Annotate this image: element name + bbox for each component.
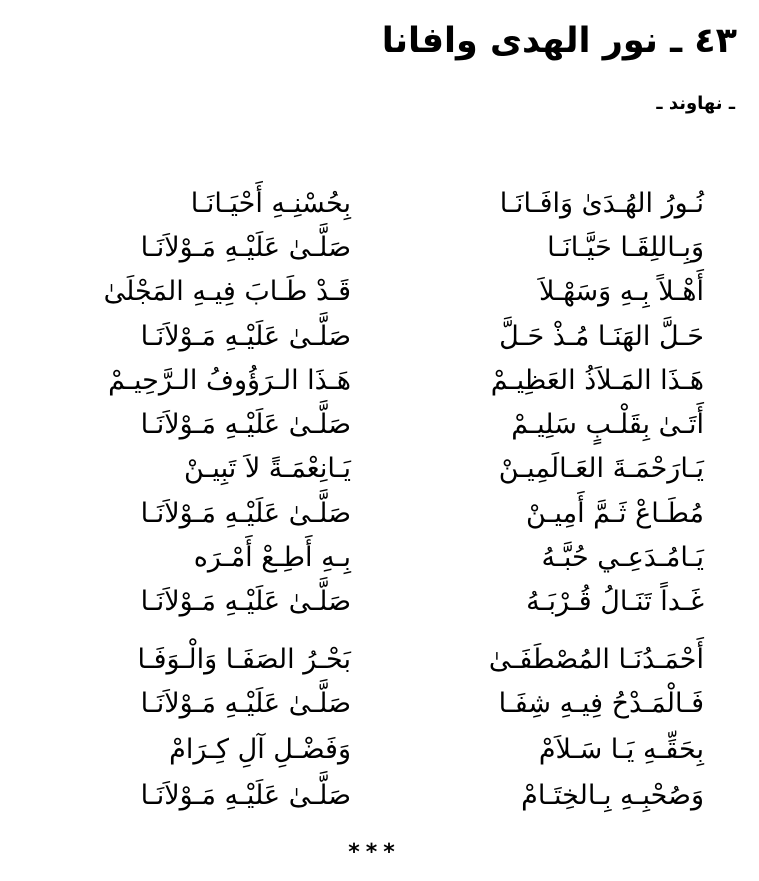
verse-second-hemistich: صَلَّـىٰ عَلَيْـهِ مَـوْلاَنَـا	[140, 586, 351, 617]
verse-line	[0, 536, 759, 580]
verse-line	[0, 315, 759, 359]
verse-first-hemistich: أَهْـلاً بِـهِ وَسَهْـلاَ	[539, 276, 704, 307]
verse-first-hemistich: نُـورُ الهُـدَىٰ وَافَـانَـا	[499, 188, 704, 219]
verse-first-hemistich: هَـذَا المَـلاَذُ العَظِيـمْ	[490, 365, 704, 396]
verse-second-hemistich: صَلَّـىٰ عَلَيْـهِ مَـوْلاَنَـا	[140, 498, 351, 529]
verse-line	[0, 580, 759, 624]
verse-second-hemistich: بِـهِ أَطِـعْ أَمْـرَه	[193, 542, 351, 573]
verse-second-hemistich: قَـدْ طَـابَ فِيـهِ المَجْلَىٰ	[103, 276, 351, 307]
verse-second-hemistich: صَلَّـىٰ عَلَيْـهِ مَـوْلاَنَـا	[140, 688, 351, 719]
verse-line	[0, 638, 759, 682]
verse-line	[0, 682, 759, 726]
maqam-label: ـ نهاوند ـ	[656, 93, 735, 114]
verse-line	[0, 447, 759, 491]
verse-first-hemistich: وَصُحْبِـهِ بِـالخِتَـامْ	[521, 780, 704, 811]
verse-first-hemistich: حَـلَّ الهَنَـا مُـذْ حَـلَّ	[499, 321, 704, 352]
verse-second-hemistich: هَـذَا الـرَؤُوفُ الـرَّحِيـمْ	[108, 365, 351, 396]
verse-line	[0, 403, 759, 447]
verse-second-hemistich: صَلَّـىٰ عَلَيْـهِ مَـوْلاَنَـا	[140, 780, 351, 811]
verse-second-hemistich: يَـانِعْمَـةً لاَ تَبِيـنْ	[183, 453, 351, 484]
verse-second-hemistich: بِحُسْنِـهِ أَحْيَـانَـا	[190, 188, 351, 219]
verse-first-hemistich: فَـالْمَـدْحُ فِيـهِ شِفَـا	[498, 688, 704, 719]
verse-line	[0, 728, 759, 772]
verse-second-hemistich: صَلَّـىٰ عَلَيْـهِ مَـوْلاَنَـا	[140, 321, 351, 352]
verse-line	[0, 774, 759, 818]
verse-first-hemistich: بِحَقِّـهِ يَـا سَـلاَمْ	[538, 734, 704, 765]
verse-first-hemistich: غَـداً تَنَـالُ قُـرْبَـهُ	[526, 586, 704, 617]
verse-second-hemistich: بَحْـرُ الصَفَـا وَالْـوَفَـا	[137, 644, 351, 675]
verse-second-hemistich: صَلَّـىٰ عَلَيْـهِ مَـوْلاَنَـا	[140, 409, 351, 440]
verse-first-hemistich: أَتَـىٰ بِقَلْـبٍ سَلِيـمْ	[511, 409, 704, 440]
verse-line	[0, 226, 759, 270]
verse-second-hemistich: صَلَّـىٰ عَلَيْـهِ مَـوْلاَنَـا	[140, 232, 351, 263]
verse-first-hemistich: مُطَـاعْ ثَـمَّ أَمِيـنْ	[526, 498, 704, 529]
end-mark: ***	[348, 840, 401, 865]
song-title: ٤٣ ـ نور الهدى وافانا	[381, 21, 737, 61]
verse-first-hemistich: يَـارَحْمَـةَ العَـالَمِيـنْ	[498, 453, 704, 484]
verse-line	[0, 359, 759, 403]
verse-second-hemistich: وَفَضْـلِ آلِ كِـرَامْ	[169, 734, 351, 765]
verse-line	[0, 270, 759, 314]
verse-first-hemistich: وَبِـاللِقَـا حَيَّـانَـا	[547, 232, 704, 263]
verse-line	[0, 182, 759, 226]
verse-first-hemistich: أَحْمَـدُنَـا المُصْطَفَـىٰ	[488, 644, 704, 675]
verse-first-hemistich: يَـامُـدَعِـي حُبَّـهُ	[541, 542, 704, 573]
verse-line	[0, 492, 759, 536]
